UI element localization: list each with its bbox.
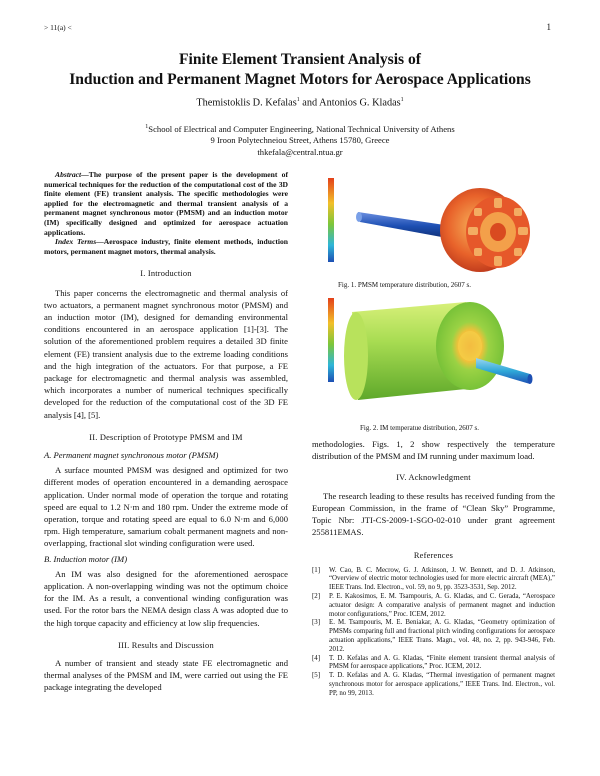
reference-item: [5] T. D. Kefalas and A. G. Kladas, “Thermal investigation of permanent magnet synchronous motor for aerospace applications,” IEEE Trans. Ind. Electron., vol. PP, no 99, 2013. (312, 672, 555, 697)
pmsm-paragraph: A surface mounted PMSM was designed and optimized for two different modes of operation encountered in a demanding aerospace application. Under normal mode of operation the torque and rotating speed are equal to 1.2 N·m and 180 rpm. Under the extreme mode of operation, torque and rotating speed are equal to 6.0 N·m and 6,000 rpm. High temperature, samarium cobalt permanent magnets and non-overlapping, fractional slot winding configuration were used. (44, 465, 288, 549)
im-paragraph: An IM was also designed for the aforementioned aerospace application. A non-overlapping winding was not the optimum choice for the IM. As a result, a conventional winding configuration was used. For the rotor bars the NEMA design class A was adopted due to the high torque capacity and efficiency at low slip frequencies. (44, 568, 288, 628)
pmsm-stator (440, 188, 530, 272)
im-temperature-render (308, 292, 548, 412)
figure-1-caption: Fig. 1. PMSM temperature distribution, 2607 s. (338, 281, 471, 289)
section-introduction-heading: I. Introduction (140, 269, 192, 279)
author-1: Themistoklis D. Kefalas (196, 97, 297, 109)
running-header: > 11(a) < (44, 23, 72, 32)
reference-item: [3] E. M. Tsampouris, M. E. Beniakar, A. G. Kladas, “Geometry optimization of PMSMs comparing full and fractional pitch winding configurations for aerospace actuation applications,” IEEE Trans. Magn., vol. 48, no. 2, pp. 943-946, Feb. 2012. (312, 619, 555, 653)
color-scale-bar (328, 298, 334, 382)
abstract (44, 170, 288, 237)
figure-2-caption: Fig. 2. IM temperatue distribution, 2607 s. (360, 424, 479, 432)
intro-paragraph: This paper concerns the electromagnetic and thermal analysis of two actuators, a permanent magnet synchronous motor (PMSM) and an induction motor (IM), designed for demanding environmental conditions encountered in an aerospace application [1]-[3]. The solution of the aforementioned problem requires a detailed 3D finite element (FE) transient analysis due to the extreme loading conditions and the high integration of the actuators. For that purpose, a FE package for electromagnetic and thermal analysis was assembled, which incorporates a number of numerical techniques specifically developed for the reduction of the computational cost of the 3D FE analysis [4], [5]. (44, 287, 288, 420)
figure-1-pmsm (308, 172, 548, 272)
author-2-sup: 1 (400, 97, 404, 103)
reference-item: [1] W. Cao, B. C. Mecrow, G. J. Atkinson, J. W. Bennett, and D. J. Atkinson, “Overview of electric motor technologies used for more electric aircraft (MEA),” IEEE Trans. Ind. Electron., vol. 59, no 9, pp. 3523-3531, Sep. 2012. (312, 566, 555, 592)
reference-item: [4] T. D. Kefalas and A. G. Kladas, “Finite element transient thermal analysis of PMSM for aerospace applications,” Proc. ICEM, 2012. (312, 654, 555, 671)
affil-line-2: 9 Iroon Polytechneiou Street, Athens 15780, Greece (210, 135, 390, 146)
pmsm-temperature-render (308, 172, 548, 272)
affil-line-1: School of Electrical and Computer Engineering, National Technical University of Athens (148, 123, 455, 134)
author-2: Antonios G. Kladas (319, 97, 401, 109)
figure-2-im (308, 292, 548, 412)
affiliation (0, 122, 600, 158)
index-terms-text: —Aerospace industry, finite element methods, induction motors, permanent magnet motors, thermal analysis. (44, 237, 289, 256)
title-line-1: Finite Element Transient Analysis of (179, 51, 421, 68)
authors-and: and (299, 97, 320, 109)
acknowledgment-paragraph: The research leading to these results has received funding from the European Commission, in the frame of “Clean Sky” Programme, Topic Nbr: JTI-CS-2009-1-SGO-02-010 under grant agreement 255811EMAS. (312, 490, 555, 538)
color-scale-bar (328, 178, 334, 262)
reference-item: [2] P. E. Kakosimos, E. M. Tsampouris, A. G. Kladas, and C. Gerada, “Aerospace actuator design: A comparative analysis of permanent magnet and induction motor configurations,” Proc. ICEM, 2012. (312, 593, 555, 618)
index-terms-label: Index Terms (55, 237, 97, 247)
author-email: thkefala@central.ntua.gr (257, 146, 343, 157)
right-column (312, 438, 555, 699)
page-number: 1 (546, 22, 551, 32)
index-terms (44, 237, 288, 256)
section-acknowledgment-heading: IV. Acknowledgment (396, 473, 471, 483)
authors (0, 97, 600, 108)
subsection-pmsm-heading: A. Permanent magnet synchronous motor (PMSM) (44, 449, 219, 460)
paper-title (0, 50, 600, 90)
subsection-im-heading: B. Induction motor (IM) (44, 553, 128, 564)
abstract-text: —The purpose of the present paper is the development of numerical techniques for the reduction of the computational cost of the 3D finite element (FE) transient analysis. The specific methodologies were applied for the electromagnetic and thermal transient analysis of a permanent magnet synchronous motor (PMSM) and an induction motor (IM) specifically designed and optimized for aerospace actuation applications. (44, 170, 288, 237)
results-continued: methodologies. Figs. 1, 2 show respectively the temperature distribution of the PMSM and IM running under maximum load. (312, 439, 555, 462)
results-paragraph: A number of transient and steady state FE electromagnetic and thermal analyses of the PMSM and IM, were carried out using the FE package integrating the developed (44, 658, 288, 693)
im-housing (344, 302, 504, 400)
affil-sup: 1 (145, 124, 149, 130)
section-prototype-heading: II. Description of Prototype PMSM and IM (89, 432, 243, 442)
left-column (44, 170, 288, 694)
section-references-heading: References (413, 551, 454, 561)
title-line-2: Induction and Permanent Magnet Motors for Aerospace Applications (69, 71, 531, 88)
reference-list (312, 567, 555, 699)
author-1-sup: 1 (296, 97, 300, 103)
abstract-label: Abstract (55, 170, 82, 179)
section-results-heading: III. Results and Discussion (118, 640, 214, 650)
